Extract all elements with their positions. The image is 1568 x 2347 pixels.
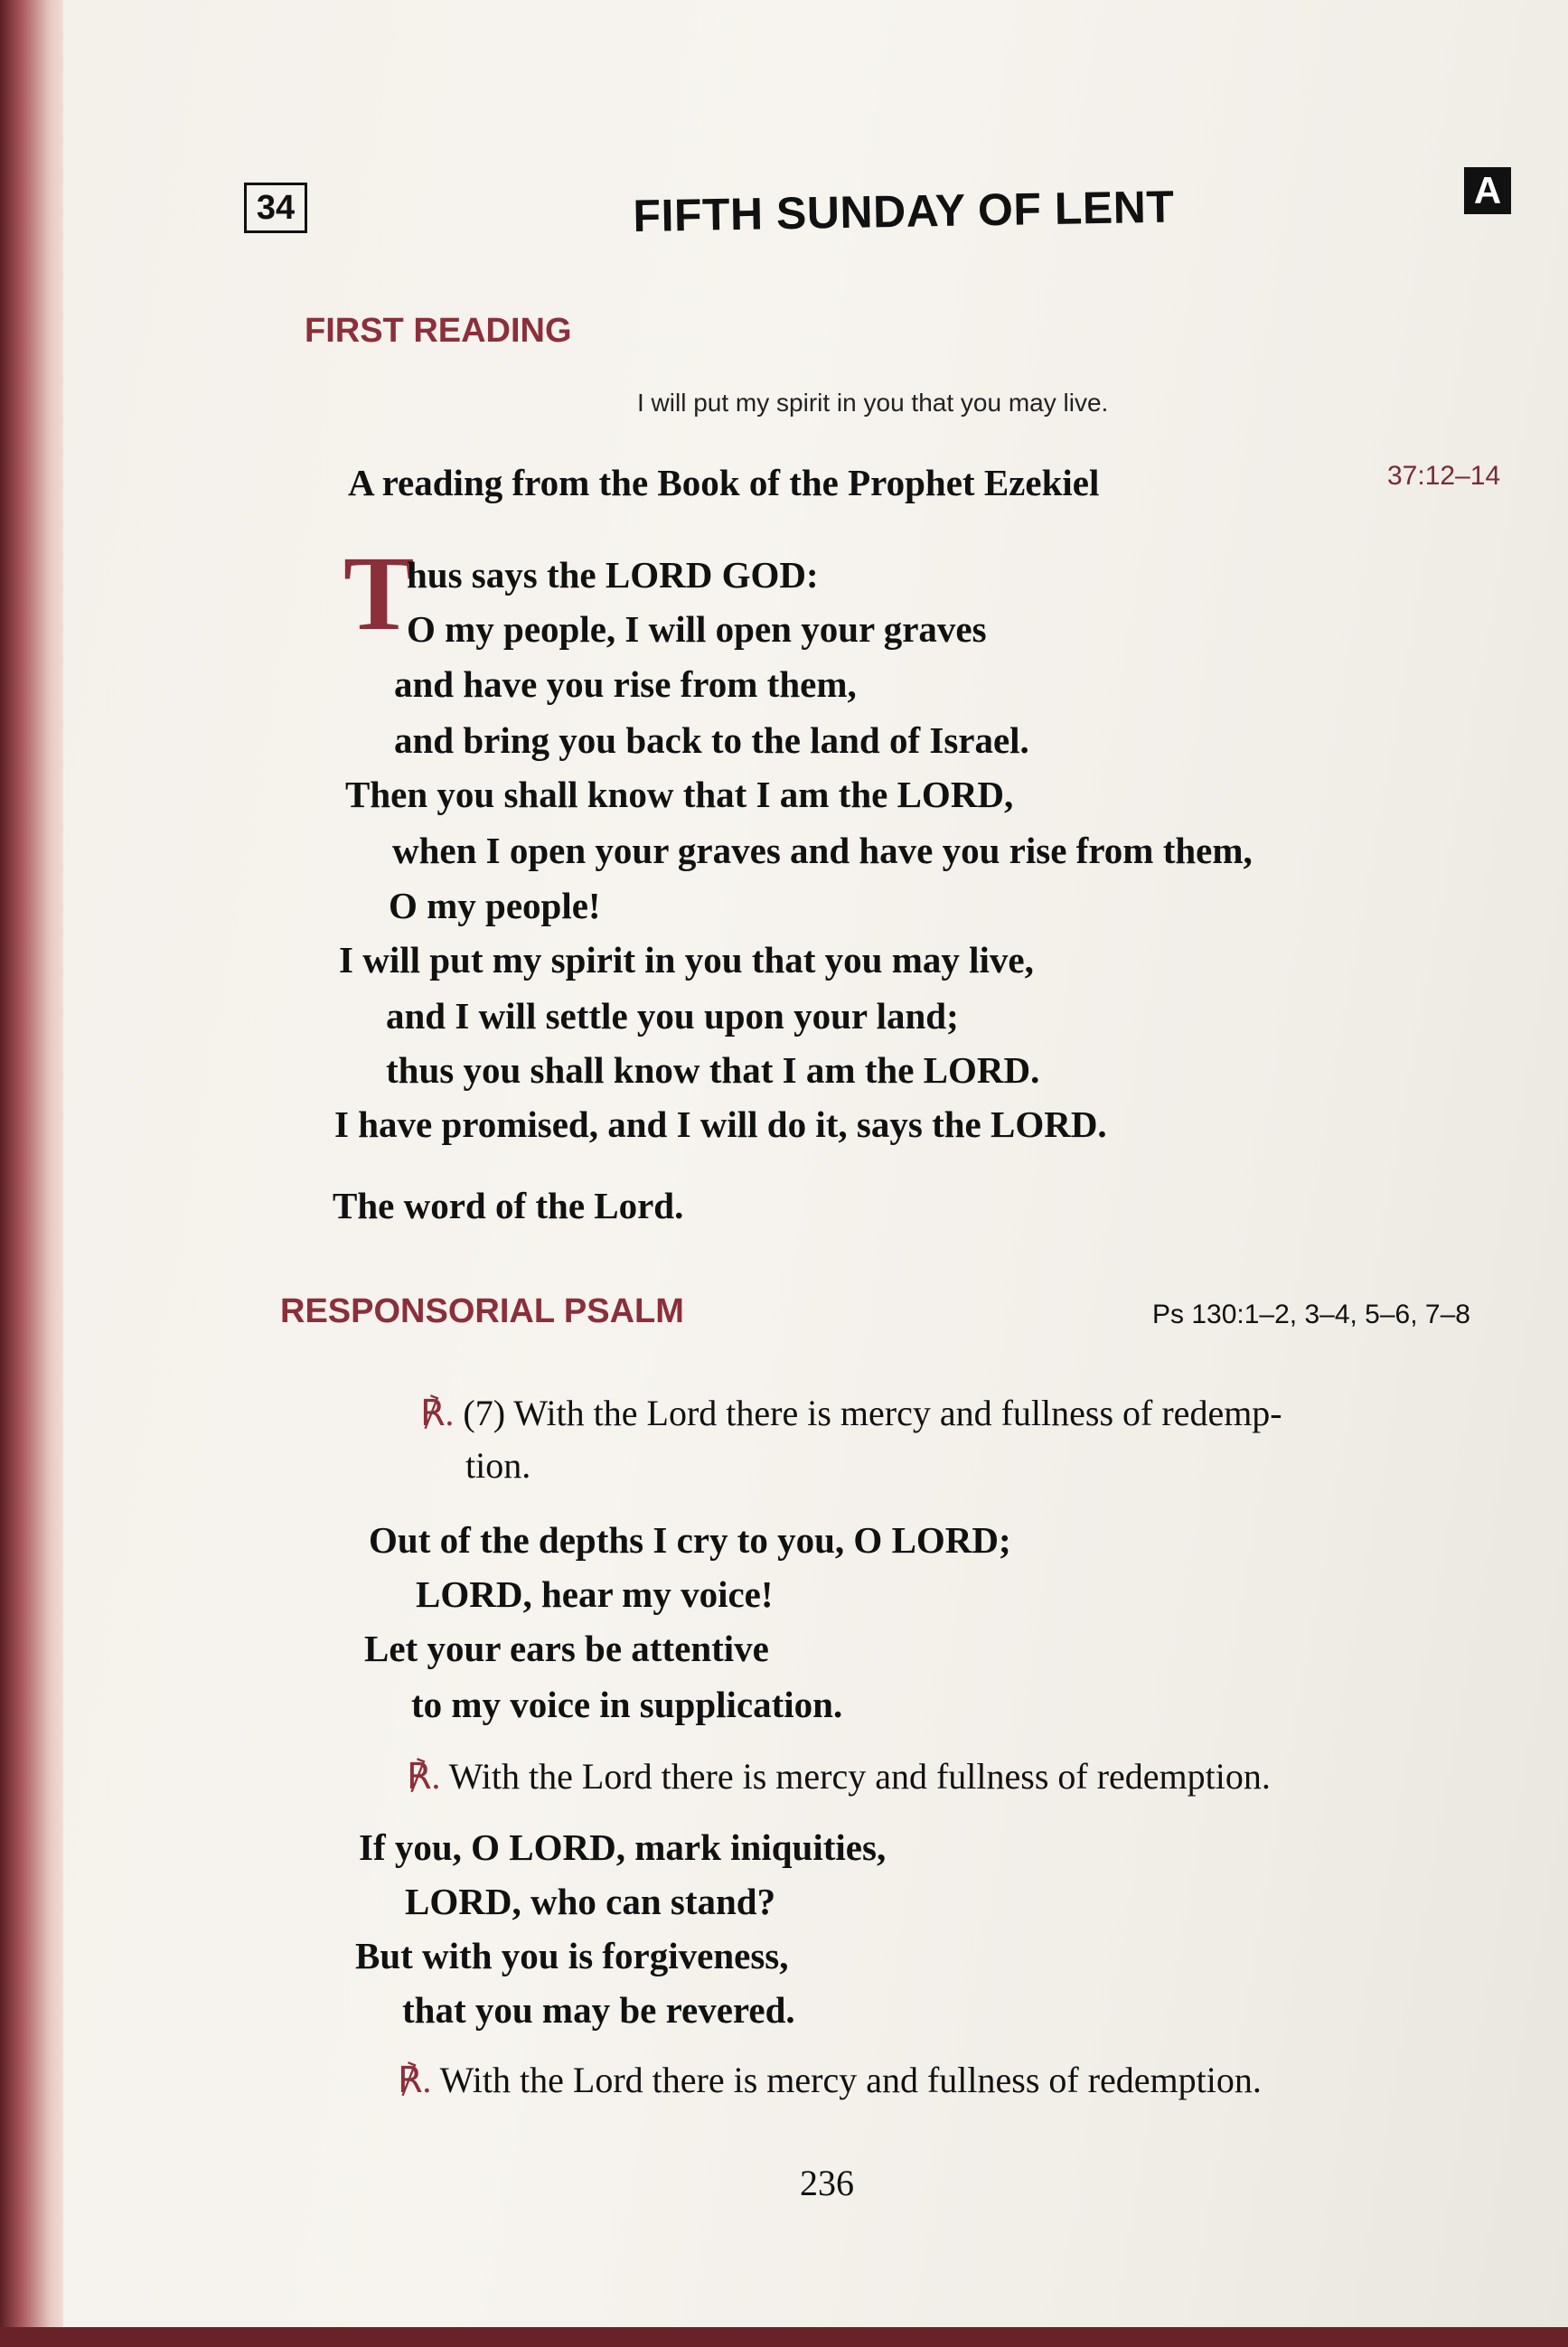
response-symbol: ℟. <box>407 1756 441 1797</box>
reading-line: O my people, I will open your graves <box>407 608 987 650</box>
cycle-letter-badge: A <box>1464 167 1511 214</box>
page-bottom-edge <box>0 2327 1568 2347</box>
psalm-response <box>398 2059 1262 2101</box>
psalm-response <box>407 1755 1271 1798</box>
reading-line: O my people! <box>389 885 601 926</box>
reading-antiphon: I will put my spirit in you that you may live. <box>637 389 1109 417</box>
response-text: With the Lord there is mercy and fullness of redemption. <box>448 1756 1271 1797</box>
response-text: With the Lord there is mercy and fullness of redemption. <box>439 2060 1262 2100</box>
reading-line: and I will settle you upon your land; <box>386 995 959 1037</box>
drop-cap: T <box>343 534 415 652</box>
psalm-line: But with you is forgiveness, <box>355 1935 789 1976</box>
reading-line: and have you rise from them, <box>394 663 857 705</box>
psalm-line: that you may be revered. <box>402 1989 795 2031</box>
reading-conclusion: The word of the Lord. <box>333 1185 684 1226</box>
reading-line: I will put my spirit in you that you may live, <box>339 939 1034 981</box>
response-symbol: ℟. <box>398 2060 432 2100</box>
psalm-line: LORD, hear my voice! <box>416 1573 774 1615</box>
psalm-line: LORD, who can stand? <box>405 1881 776 1922</box>
psalm-reference: Ps 130:1–2, 3–4, 5–6, 7–8 <box>1152 1300 1470 1329</box>
psalm-heading: RESPONSORIAL PSALM <box>280 1292 684 1330</box>
page-title: FIFTH SUNDAY OF LENT <box>633 181 1175 241</box>
psalm-response-cont: tion. <box>465 1445 531 1486</box>
psalm-line: Out of the depths I cry to you, O LORD; <box>369 1519 1011 1561</box>
psalm-response <box>420 1392 1282 1434</box>
reading-reference: 37:12–14 <box>1387 461 1501 491</box>
psalm-line: Let your ears be attentive <box>364 1628 769 1669</box>
reading-line: hus says the LORD GOD: <box>407 554 819 596</box>
page-number: 236 <box>800 2163 854 2203</box>
section-number-box: 34 <box>244 183 307 233</box>
first-reading-heading: FIRST READING <box>305 312 572 350</box>
book-spine-edge <box>0 0 72 2347</box>
reading-line: thus you shall know that I am the LORD. <box>386 1049 1040 1091</box>
book-page <box>63 0 1568 2347</box>
reading-line: Then you shall know that I am the LORD, <box>345 774 1014 815</box>
reading-line: and bring you back to the land of Israel. <box>394 719 1029 761</box>
reading-line: when I open your graves and have you rise from them, <box>392 830 1253 871</box>
reading-line: I have promised, and I will do it, says the LORD. <box>334 1103 1107 1145</box>
psalm-line: If you, O LORD, mark iniquities, <box>359 1826 887 1868</box>
response-text: (7) With the Lord there is mercy and fullness of redemp- <box>463 1393 1282 1433</box>
psalm-line: to my voice in supplication. <box>411 1684 843 1725</box>
reading-intro: A reading from the Book of the Prophet Ezekiel <box>348 462 1100 503</box>
response-symbol: ℟. <box>420 1393 455 1433</box>
